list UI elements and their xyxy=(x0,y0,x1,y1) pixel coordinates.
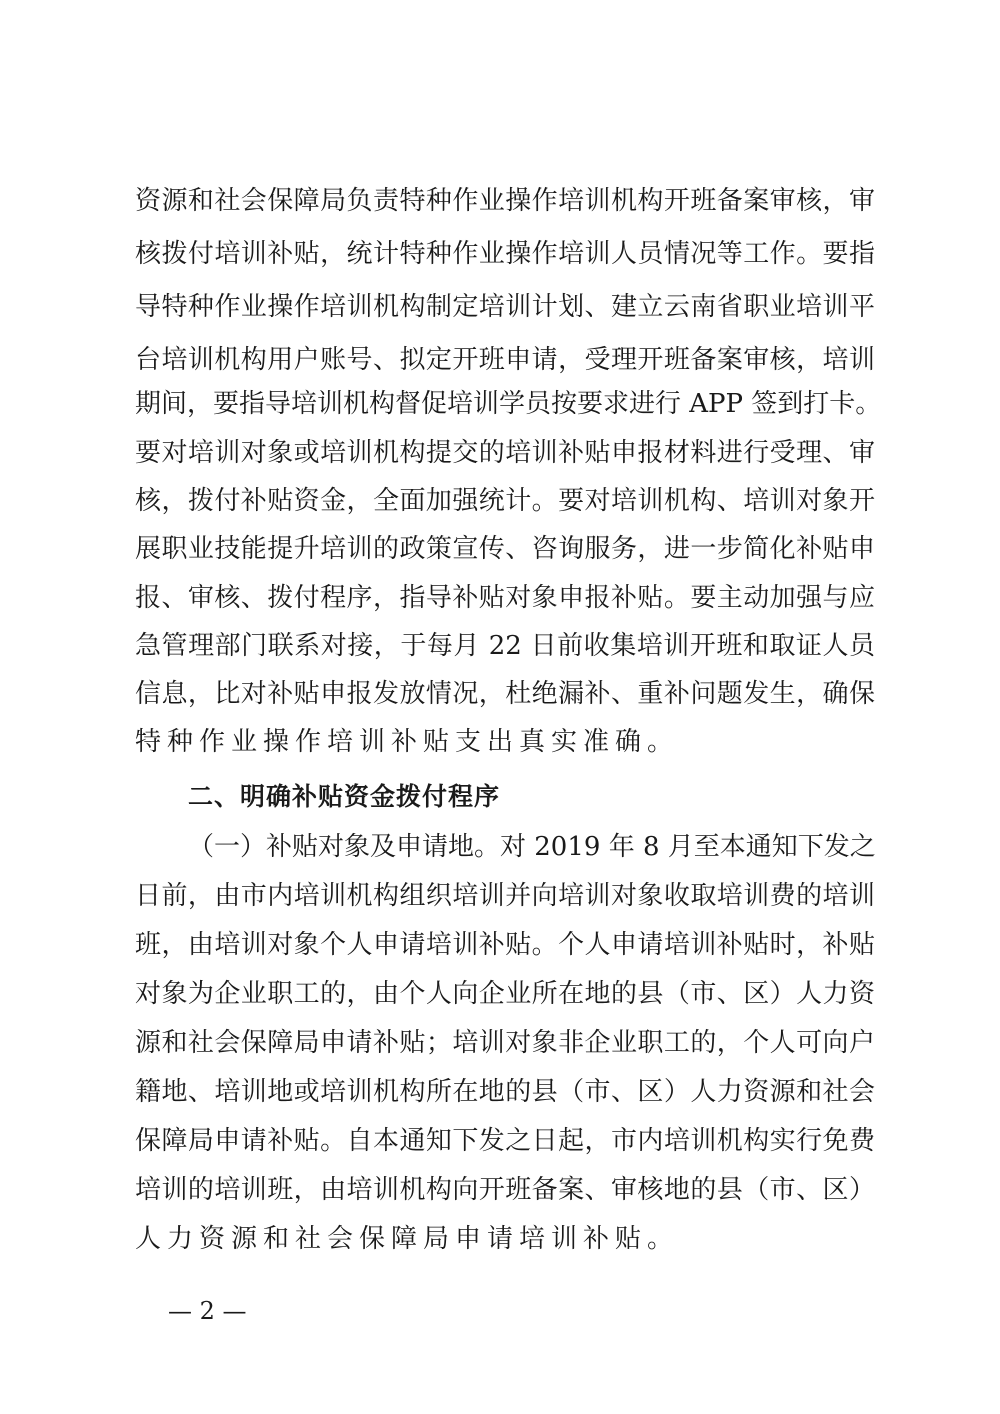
paragraph-line: 核拨付培训补贴，统计特种作业操作培训人员情况等工作。要指 xyxy=(135,239,875,269)
section-heading: 二、明确补贴资金拨付程序 xyxy=(188,782,501,811)
paragraph-line: 要对培训对象或培训机构提交的培训补贴申报材料进行受理、审 xyxy=(135,438,875,468)
paragraph-line: 急管理部门联系对接，于每月 22 日前收集培训开班和取证人员 xyxy=(135,631,875,661)
paragraph-line: 展职业技能提升培训的政策宣传、咨询服务，进一步简化补贴申 xyxy=(135,534,875,564)
paragraph-line: 班，由培训对象个人申请培训补贴。个人申请培训补贴时，补贴 xyxy=(135,930,875,960)
paragraph-line: 报、审核、拨付程序，指导补贴对象申报补贴。要主动加强与应 xyxy=(135,583,875,613)
paragraph-line: 人力资源和社会保障局申请培训补贴。 xyxy=(135,1224,680,1254)
paragraph-line: 籍地、培训地或培训机构所在地的县（市、区）人力资源和社会 xyxy=(135,1077,875,1107)
paragraph-line: 源和社会保障局申请补贴；培训对象非企业职工的，个人可向户 xyxy=(135,1028,875,1058)
page-number: — 2 — xyxy=(168,1297,247,1325)
paragraph-line: 特种作业操作培训补贴支出真实准确。 xyxy=(135,727,680,757)
paragraph-line: 资源和社会保障局负责特种作业操作培训机构开班备案审核，审 xyxy=(135,186,875,216)
paragraph-line: 日前，由市内培训机构组织培训并向培训对象收取培训费的培训 xyxy=(135,881,875,911)
paragraph-line: 对象为企业职工的，由个人向企业所在地的县（市、区）人力资 xyxy=(135,979,875,1009)
paragraph-line: 保障局申请补贴。自本通知下发之日起，市内培训机构实行免费 xyxy=(135,1126,875,1156)
paragraph-line: 导特种作业操作培训机构制定培训计划、建立云南省职业培训平 xyxy=(135,292,875,322)
paragraph-line: 期间，要指导培训机构督促培训学员按要求进行 APP 签到打卡。 xyxy=(135,389,882,419)
paragraph-line: 信息，比对补贴申报发放情况，杜绝漏补、重补问题发生，确保 xyxy=(135,679,875,709)
paragraph-line: 台培训机构用户账号、拟定开班申请，受理开班备案审核，培训 xyxy=(135,345,875,375)
paragraph-line: 核，拨付补贴资金，全面加强统计。要对培训机构、培训对象开 xyxy=(135,486,875,516)
paragraph-line: 培训的培训班，由培训机构向开班备案、审核地的县（市、区） xyxy=(135,1175,875,1205)
paragraph-line: （一）补贴对象及申请地。对 2019 年 8 月至本通知下发之 xyxy=(188,832,876,862)
